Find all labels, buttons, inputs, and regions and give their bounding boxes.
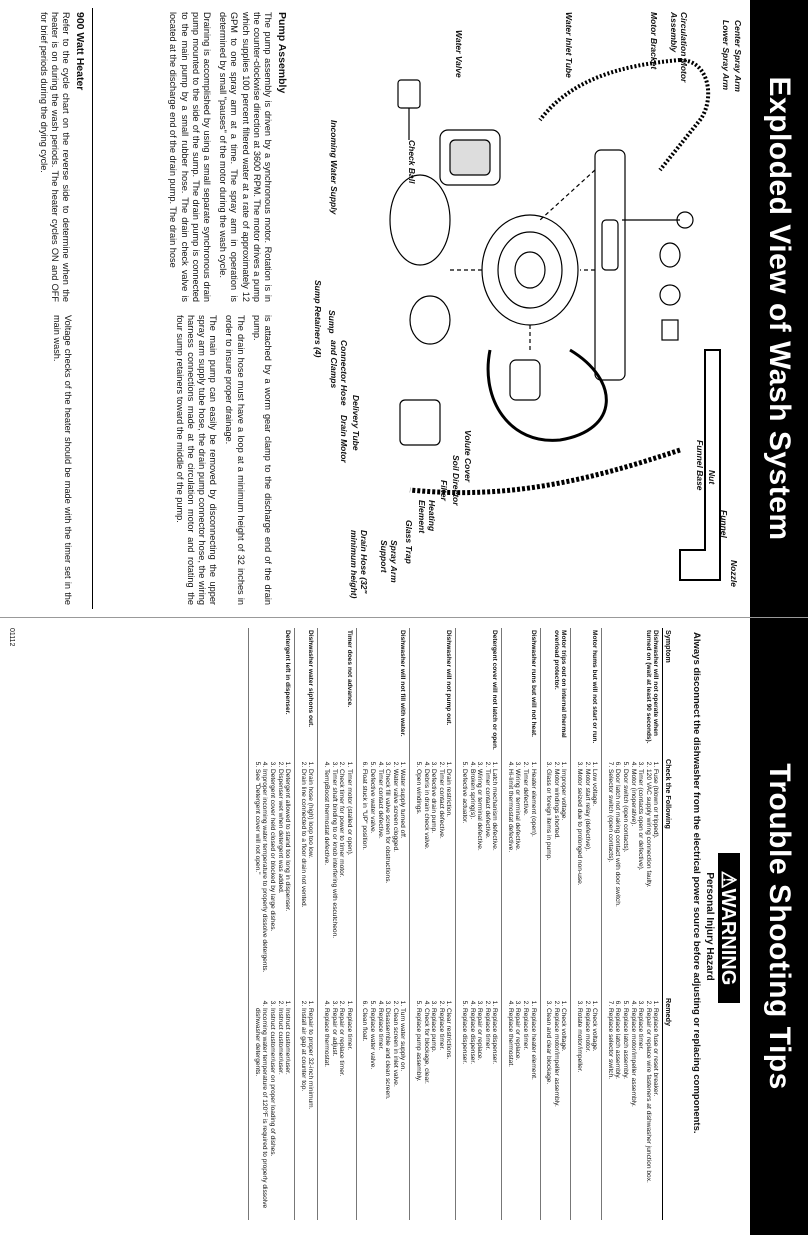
check-cell	[295, 757, 318, 996]
table-row	[502, 628, 540, 1220]
heater-col2	[46, 315, 73, 605]
callout-water-valve: Water Valve	[454, 30, 464, 78]
remedy-item: 2. Replace motor/impeller assembly.	[552, 1008, 560, 1218]
check-item: 1. Timer motor (stalled or open).	[345, 769, 353, 994]
symptom-cell: Motor hums but will not start or run.	[571, 628, 602, 757]
remedy-item: 4. Replace timer.	[376, 1008, 384, 1218]
check-cell	[356, 757, 410, 996]
callout-soil-director: Soil Director	[451, 455, 461, 506]
remedy-item: 3. Clean and clear blockage.	[545, 1008, 553, 1218]
check-item: 1. Drain hose (high) loop too low.	[307, 769, 315, 994]
table-row	[540, 628, 571, 1220]
trouble-shooting-title: Trouble Shooting Tips	[750, 618, 808, 1235]
symptom-cell: Dishwasher will not pump out.	[410, 628, 456, 757]
check-item: 1. Drain restriction.	[445, 769, 453, 994]
causes-list	[545, 759, 568, 994]
check-item: 1. Water supply turned off.	[399, 769, 407, 994]
remedy-item: 4. Replace thermostat.	[322, 1008, 330, 1218]
symptom-cell: Motor trips out on internal thermal overload protector.	[540, 628, 571, 757]
table-row	[249, 628, 295, 1220]
pump-paragraph-4: The drain hose must have a loop at a minimum height of 32 inches in order to insure proper drainage.	[224, 315, 246, 605]
remedy-item: 1. Replace heater element.	[529, 1008, 537, 1218]
heater-paragraph-2: Voltage checks of the heater should be made with the timer set in the main wash.	[51, 315, 73, 605]
check-item: 3. Wiring or terminal defective.	[476, 769, 484, 994]
remedy-item: 5. Replace dispenser.	[460, 1008, 468, 1218]
pump-paragraph-5: The main pump can easily be removed by disconnecting the upper spray arm supply tube hose, the drain pump connector hose, the wiring harness connections made at the circulation motor and rotating the four sump retainers toward the middle of the pump.	[174, 315, 219, 605]
remedy-item: 4. Replace thermostat.	[506, 1008, 514, 1218]
check-item: 2. Timer defective.	[522, 769, 530, 994]
remedies-list	[322, 998, 352, 1218]
symptom-cell: Dishwasher runs but will not heat.	[502, 628, 540, 757]
table-row	[356, 628, 410, 1220]
remedy-item: 2. Repair or replace timer.	[338, 1008, 346, 1218]
callout-heating-element: Heating Element	[417, 500, 437, 534]
check-item: 3. Motor seized due to prolonged non-use.	[575, 769, 583, 994]
check-item: 2. Water valve screen clogged.	[391, 769, 399, 994]
check-item: 3. Glass or foreign items in pump.	[545, 769, 553, 994]
check-item: 2. Timer contact defective.	[483, 769, 491, 994]
callout-nozzle: Nozzle	[729, 560, 739, 587]
remedies-list	[506, 998, 536, 1218]
check-cell	[410, 757, 456, 996]
check-cell	[456, 757, 502, 996]
check-item: 6. Door latch not making contact with door switch.	[614, 769, 622, 994]
remedy-item: 6. Replace latch assembly.	[614, 1008, 622, 1218]
check-item: 1. Low voltage.	[591, 769, 599, 994]
symptom-cell: Timer does not advance.	[318, 628, 356, 757]
check-cell	[502, 757, 540, 996]
remedy-item: 5. Replace pump assembly.	[414, 1008, 422, 1218]
pump-assembly-heading: Pump Assembly	[276, 12, 288, 94]
section-divider	[92, 8, 93, 609]
check-item: 3. Check fill valve screen for obstructions.	[384, 769, 392, 994]
causes-list	[414, 759, 452, 994]
hazard-label: Personal Injury Hazard	[704, 872, 715, 981]
causes-list	[606, 759, 659, 994]
callout-water-inlet-tube: Water Inlet Tube	[564, 12, 574, 78]
remedy-item: 7. Replace selector switch.	[606, 1008, 614, 1218]
col-check: Check the Following	[663, 757, 673, 996]
pump-assembly-col1	[162, 12, 288, 302]
remedy-item: 1. Replace timer.	[345, 1008, 353, 1218]
remedy-item: 3. Repair or replace.	[514, 1008, 522, 1218]
remedy-item: 3. Rotate motor/impeller.	[575, 1008, 583, 1218]
check-item: 5. Door switch (open contacts).	[621, 769, 629, 994]
remedy-item: 2. Replace timer.	[437, 1008, 445, 1218]
remedy-cell	[571, 996, 602, 1220]
causes-list	[460, 759, 498, 994]
remedy-item: 3. Replace timer.	[637, 1008, 645, 1218]
col-remedy: Remedy	[663, 996, 673, 1220]
causes-list	[253, 759, 291, 994]
table-row	[410, 628, 456, 1220]
remedies-list	[299, 998, 314, 1218]
check-item: 3. Detergent cover held closed or blocked by large dishes.	[268, 769, 276, 994]
trouble-shooting-rows	[249, 628, 663, 1220]
pump-paragraph-2: Draining is accomplished by using a small separate synchronous drain pump mounted to the side of the sump. The drain pump is connected to the main pump by a small rubber hose. The drain check valve is located at the discharge end of the drain pump. The drain hose	[168, 12, 212, 302]
check-item: 2. Check timer for power to timer motor.	[338, 769, 346, 994]
check-item: 2. Dispenser wet when detergent was added.	[276, 769, 284, 994]
pump-assembly-col2	[168, 315, 273, 605]
callout-check-ball: Check Ball	[407, 140, 417, 184]
callout-glass-trap: Glass Trap	[404, 520, 414, 564]
check-item: 3. Timer shaft binding to or knob interfering with escutcheon.	[330, 769, 338, 994]
check-item: 5. Defective actuator.	[460, 769, 468, 994]
check-item: 3. Timer (contacts open or defective).	[637, 769, 645, 994]
heater-col1	[32, 12, 86, 302]
callout-delivery-tube: Delivery Tube	[351, 395, 361, 451]
callout-circulation-motor: Circulation Motor Assembly	[669, 12, 689, 83]
remedy-item: 3. Repair or adjust.	[330, 1008, 338, 1218]
remedy-cell	[356, 996, 410, 1220]
remedy-item: 5. Replace water valve.	[368, 1008, 376, 1218]
remedy-cell	[295, 996, 318, 1220]
callout-nut: Nut	[707, 470, 717, 485]
remedy-item: 2. Replace timer.	[483, 1008, 491, 1218]
remedy-item: 6. Clean float.	[361, 1008, 369, 1218]
remedy-item: 2. Clean screen in inlet valve.	[391, 1008, 399, 1218]
remedy-item: 3. Disassemble and clean screen.	[384, 1008, 392, 1218]
remedy-item: 2. Replace timer.	[522, 1008, 530, 1218]
table-row	[456, 628, 502, 1220]
check-item: 1. Heater element (open).	[529, 769, 537, 994]
causes-list	[361, 759, 407, 994]
remedy-item: 4. Replace dispenser.	[468, 1008, 476, 1218]
trouble-shooting-page	[0, 617, 808, 1235]
exploded-view-page	[0, 0, 808, 617]
remedy-item: 1. Clear restrictions.	[445, 1008, 453, 1218]
check-item: 2. Drain line connected to a floor drain not vented.	[299, 769, 307, 994]
callout-connector-hose: Connector Hose and Clamps	[329, 340, 349, 406]
remedy-item: 1. Turn water supply on.	[399, 1008, 407, 1218]
col-symptom: Symptom	[663, 628, 673, 757]
check-cell	[540, 757, 571, 996]
callout-incoming-water: Incoming Water Supply	[329, 120, 339, 215]
check-cell	[602, 757, 663, 996]
page-title: Exploded View of Wash System	[750, 0, 808, 617]
check-item: 1. Latch mechanism defective.	[491, 769, 499, 994]
check-item: 3. Defective drain pump.	[430, 769, 438, 994]
callout-sump: Sump	[327, 310, 337, 334]
callout-center-spray-arm: Center Spray Arm	[733, 20, 743, 92]
disconnect-notice: Always disconnect the dishwasher from the electrical power source before adjusting or replacing components.	[691, 632, 702, 1134]
remedy-cell	[249, 996, 295, 1220]
remedies-list	[253, 998, 291, 1218]
remedy-cell	[318, 996, 356, 1220]
remedy-item: 2. Instruct customer/user.	[276, 1008, 284, 1218]
callout-volute-cover: Volute Cover	[463, 430, 473, 483]
remedy-item: 4. Replace motor/impeller assembly.	[629, 1008, 637, 1218]
check-item: 5. See "Detergent cover will not open."	[253, 769, 261, 994]
remedy-item: 4. Check for blockage, clear.	[422, 1008, 430, 1218]
remedy-item: 1. Check voltage.	[591, 1008, 599, 1218]
remedy-item: 1. Replace fuse or reset breaker.	[652, 1008, 660, 1218]
callout-funnel-base: Funnel Base	[695, 440, 705, 491]
callout-spray-arm-support: Spray Arm Support	[379, 540, 399, 583]
heater-paragraph-1: Refer to the cycle chart on the reverse side to determine when the heater is on during the wash periods. The heater cycles ON and OFF for brief periods during the drying cycle.	[38, 12, 71, 302]
remedies-list	[460, 998, 498, 1218]
check-item: 2. Motor windings shorted.	[552, 769, 560, 994]
check-cell	[249, 757, 295, 996]
check-item: 4. Debris in drain check valve.	[422, 769, 430, 994]
remedy-item: 1. Replace dispenser.	[491, 1008, 499, 1218]
remedy-item: 1. Instruct customer/user.	[284, 1008, 292, 1218]
check-item: 4. Broken spring(s).	[468, 769, 476, 994]
table-row	[602, 628, 663, 1220]
remedies-list	[361, 998, 407, 1218]
check-item: 2. Motor start relay (defective).	[583, 769, 591, 994]
check-item: 2. Timer contact defective.	[437, 769, 445, 994]
remedy-cell	[602, 996, 663, 1220]
remedy-item: 5. Replace latch assembly.	[621, 1008, 629, 1218]
table-row	[295, 628, 318, 1220]
check-item: 5. Defective water valve.	[368, 769, 376, 994]
trouble-shooting-table	[248, 628, 673, 1220]
symptom-cell: Detergent left in dispenser.	[249, 628, 295, 757]
remedy-cell	[540, 996, 571, 1220]
callout-drain-hose: Drain Hose (32" minimum height)	[349, 530, 369, 599]
table-row	[571, 628, 602, 1220]
causes-list	[299, 759, 314, 994]
check-item: 1. Fuse (blown or tripped).	[652, 769, 660, 994]
check-item: 4. TempBoost thermostat defective.	[322, 769, 330, 994]
callout-motor-bracket: Motor Bracket	[649, 12, 659, 70]
check-item: 6. Float stuck in "UP" position.	[361, 769, 369, 994]
table-row	[318, 628, 356, 1220]
remedy-item: 3. Replace pump.	[430, 1008, 438, 1218]
page-code: 01112	[8, 628, 15, 647]
check-item: 4. Timer contact defective.	[376, 769, 384, 994]
causes-list	[322, 759, 352, 994]
remedy-item: 2. Install air gap at counter top.	[299, 1008, 307, 1218]
heater-heading: 900 Watt Heater	[74, 12, 86, 91]
pump-paragraph-3: is attached by a worm gear clamp to the discharge end of the drain pump.	[251, 315, 273, 605]
check-cell	[571, 757, 602, 996]
remedies-list	[575, 998, 598, 1218]
remedy-cell	[410, 996, 456, 1220]
causes-list	[506, 759, 536, 994]
check-item: 3. Wiring or terminal defective.	[514, 769, 522, 994]
check-item: 5. Open windings.	[414, 769, 422, 994]
remedy-item: 3. Repair or replace.	[476, 1008, 484, 1218]
check-item: 1. Detergent allowed to stand too long in dispenser.	[284, 769, 292, 994]
check-item: 1. Improper voltage.	[560, 769, 568, 994]
remedy-item: 2. Repair or replace wire fasteners at dishwasher junction box.	[644, 1008, 652, 1218]
remedies-list	[414, 998, 452, 1218]
callout-lower-spray-arm: Lower Spray Arm	[721, 20, 731, 91]
symptom-cell: Detergent cover will not latch or open.	[456, 628, 502, 757]
remedy-item: 3. Instruct customer/user on proper loading of dishes.	[268, 1008, 276, 1218]
remedy-item: 4. Incoming water temperature of 120°F is required to properly dissolve dishwasher detergents.	[253, 1008, 268, 1218]
check-cell	[318, 757, 356, 996]
check-item: 2. 120 VAC supply wiring connection faulty.	[644, 769, 652, 994]
check-item: 7. Selector switch (open contacts).	[606, 769, 614, 994]
exploded-diagram	[320, 20, 740, 610]
causes-list	[575, 759, 598, 994]
remedies-list	[545, 998, 568, 1218]
callout-drain-motor: Drain Motor	[339, 415, 349, 463]
symptom-cell: Dishwasher will not operate when turned on (wait at least 90 seconds).	[602, 628, 663, 757]
callout-sump-retainers: Sump Retainers (4)	[313, 280, 323, 358]
check-item: 4. Hi-limit thermostat defective.	[506, 769, 514, 994]
remedies-list	[606, 998, 659, 1218]
remedy-item: 1. Repair to proper 32-inch minimum.	[307, 1008, 315, 1218]
callout-funnel: Funnel	[719, 510, 729, 538]
symptom-cell: Dishwasher water siphons out.	[295, 628, 318, 757]
remedy-item: 1. Check voltage.	[560, 1008, 568, 1218]
warning-badge: ⚠WARNING	[718, 853, 740, 1003]
check-item: 4. Motor (inoperative).	[629, 769, 637, 994]
symptom-cell: Dishwasher will not fill with water.	[356, 628, 410, 757]
remedy-cell	[502, 996, 540, 1220]
remedy-cell	[456, 996, 502, 1220]
remedy-item: 2. Replace motor.	[583, 1008, 591, 1218]
pump-paragraph-1: The pump assembly is driven by a synchronous motor. Rotation is in the counter-clockwise direction at 3600 RPM. The motor drives a pump which supplies 100 percent filtered water at a rate of approximately 12 GPM to one spray arm at a time. The spray arm in operation is determined by small "pauses" of the motor during the wash cycle.	[218, 12, 273, 302]
callout-filter: Filter	[439, 480, 449, 501]
check-item: 4. Improper incoming water temperature to properly dissolve detergents.	[261, 769, 269, 994]
